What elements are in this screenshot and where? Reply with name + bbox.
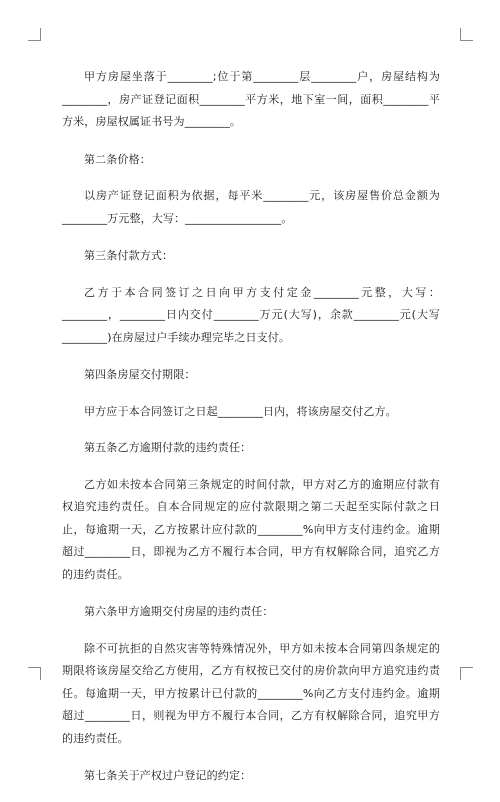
paragraph-delivery: 甲方应于本合同签订之日起________日内，将该房屋交付乙方。 bbox=[84, 404, 397, 418]
heading-article-6-seller-breach: 第六条甲方逾期交付房屋的违约责任： bbox=[84, 605, 274, 618]
paragraph-property-location: 甲方房屋坐落于________;位于第________层________户，房屋结构为________，房产证登记面积________平方米，地下室一间，面积________平方米，房屋权属证书号为________。 bbox=[62, 70, 440, 128]
crop-mark-top-right bbox=[460, 28, 473, 41]
contract-body bbox=[62, 66, 440, 802]
paragraph-price: 以房产证登记面积为依据，每平米________元，该房屋售价总金额为________万元整，大写：_________________。 bbox=[62, 189, 440, 225]
crop-mark-bottom-right bbox=[460, 667, 473, 680]
heading-article-5-buyer-breach: 第五条乙方逾期付款的违约责任： bbox=[84, 441, 252, 454]
heading-article-3-payment: 第三条付款方式： bbox=[84, 249, 174, 262]
heading-article-7-title-transfer: 第七条关于产权过户登记的约定： bbox=[84, 769, 252, 782]
crop-mark-bottom-left bbox=[28, 667, 41, 680]
heading-article-2-price: 第二条价格： bbox=[84, 152, 151, 166]
paragraph-buyer-breach: 乙方如未按本合同第三条规定的时间付款，甲方对乙方的逾期应付款有权追究违约责任。自本合同规定的应付款限期之第二天起至实际付款之日止，每逾期一天，乙方按累计应付款的________%向甲方支付违约金。逾期超过________日，即视为乙方不履行本合同，甲方有权解除合同，追究乙方的违约责任。 bbox=[62, 477, 440, 581]
heading-article-4-delivery: 第四条房屋交付期限： bbox=[84, 368, 196, 381]
crop-mark-top-left bbox=[28, 28, 41, 41]
paragraph-payment: 乙方于本合同签订之日向甲方支付定金________元整，大写：________，________日内交付________万元(大写)，余款________元(大写________)在房屋过户手续办理完毕之日支付。 bbox=[62, 285, 440, 344]
paragraph-seller-breach: 除不可抗拒的自然灾害等特殊情况外，甲方如未按本合同第四条规定的期限将该房屋交给乙方使用，乙方有权按已交付的房价款向甲方追究违约责任。每逾期一天，甲方按累计已付款的________%向乙方支付违约金。逾期超过________日，则视为甲方不履行本合同，乙方有权解除合同，追究甲方的违约责任。 bbox=[62, 641, 440, 745]
